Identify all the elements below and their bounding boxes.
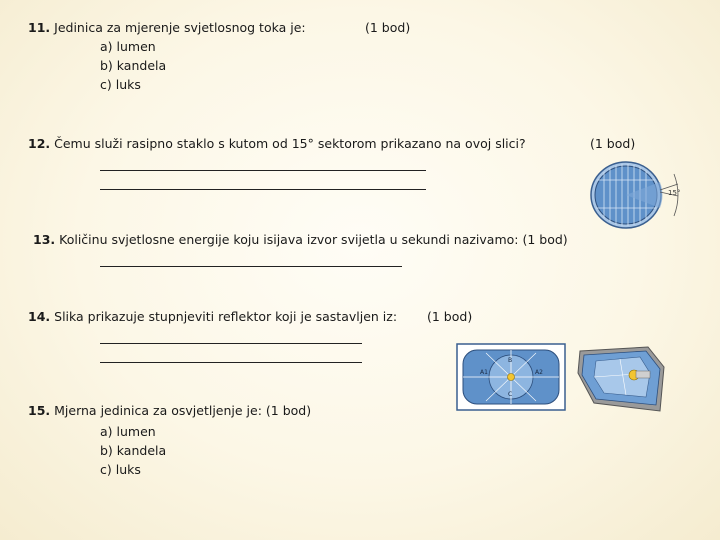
q13-prompt — [33, 234, 568, 247]
stepped-reflector-side-figure — [574, 343, 668, 415]
q15-text: Mjerna jedinica za osvjetljenje je: — [54, 403, 262, 418]
q15-option-c: c) luks — [100, 462, 141, 477]
q12-prompt — [28, 138, 526, 151]
q12-answer-line-2[interactable] — [100, 189, 426, 190]
q14-answer-line-2[interactable] — [100, 362, 362, 363]
q14-figure-label-b: B — [508, 357, 513, 364]
stepped-reflector-front-figure — [456, 343, 566, 411]
q15-prompt — [28, 405, 311, 418]
q15-option-a: a) lumen — [100, 424, 156, 439]
q11-option-a: a) lumen — [100, 39, 156, 54]
q14-number: 14. — [28, 309, 51, 324]
q11-option-c: c) luks — [100, 77, 141, 92]
q15-points: (1 bod) — [265, 403, 312, 418]
q14-prompt — [28, 311, 397, 324]
q14-answer-line-1[interactable] — [100, 343, 362, 344]
q13-answer-line[interactable] — [100, 266, 402, 267]
q12-answer-line-1[interactable] — [100, 170, 426, 171]
q12-points: (1 bod) — [590, 136, 636, 151]
q11-points: (1 bod) — [365, 20, 411, 35]
q13-number: 13. — [33, 232, 56, 247]
q15-number: 15. — [28, 403, 51, 418]
q12-number: 12. — [28, 136, 51, 151]
q12-text: Čemu služi rasipno staklo s kutom od 15° sektorom prikazano na ovoj slici? — [54, 136, 526, 151]
q14-figure-label-a1: A1 — [480, 369, 488, 376]
q11-text: Jedinica za mjerenje svjetlosnog toka je: — [54, 20, 306, 35]
q14-figure-label-a2: A2 — [535, 369, 543, 376]
q13-points: (1 bod) — [522, 232, 568, 247]
q13-text: Količinu svjetlosne energije koju isijava izvor svijetla u sekundi nazivamo: — [59, 232, 519, 247]
q11-number: 11. — [28, 20, 51, 35]
diffuser-lens-figure — [588, 160, 688, 230]
q11-option-b: b) kandela — [100, 58, 167, 73]
q11-prompt — [28, 22, 306, 35]
q15-option-b: b) kandela — [100, 443, 167, 458]
q12-figure-angle-label: 15° — [668, 189, 681, 197]
q14-text: Slika prikazuje stupnjeviti reflektor koji je sastavljen iz: — [54, 309, 398, 324]
q14-points: (1 bod) — [427, 309, 473, 324]
q14-figure-label-c: C — [508, 391, 513, 398]
